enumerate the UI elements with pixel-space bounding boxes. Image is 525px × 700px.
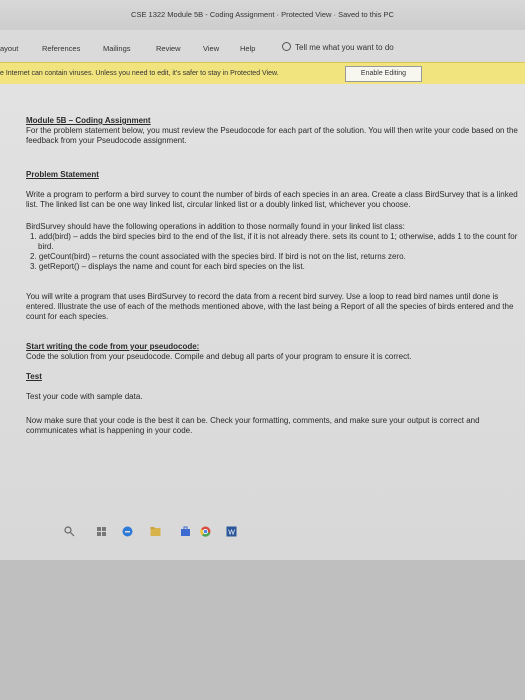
document-title: Module 5B – Coding Assignment bbox=[26, 116, 151, 125]
file-explorer-icon[interactable] bbox=[150, 526, 161, 537]
edge-icon[interactable] bbox=[122, 526, 133, 537]
svg-text:W: W bbox=[228, 529, 235, 537]
window-title-bar bbox=[0, 0, 525, 30]
enable-editing-button[interactable]: Enable Editing bbox=[345, 66, 422, 82]
ribbon-tabs bbox=[0, 30, 525, 62]
tab-references[interactable]: References bbox=[42, 44, 81, 53]
operations-intro: BirdSurvey should have the following operations in addition to those normally found in your linked list class: bbox=[26, 222, 405, 231]
start-heading: Start writing the code from your pseudocode: bbox=[26, 342, 200, 351]
search-icon[interactable] bbox=[64, 526, 75, 537]
protected-view-bar bbox=[0, 62, 525, 86]
document-page bbox=[0, 84, 525, 560]
intro-paragraph: For the problem statement below, you must review the Pseudocode for each part of the solution. You will then write your code based on the feedback from your Pseudocode assignment. bbox=[26, 126, 518, 145]
tell-me-text: Tell me what you want to do bbox=[295, 43, 394, 52]
operation-item: 1. add(bird) – adds the bird species bird to the end of the list, if it is not already there. sets its count to 1; otherwise, adds 1 to the count for bird. bbox=[30, 232, 518, 251]
problem-paragraph-2: You will write a program that uses BirdSurvey to record the data from a recent bird survey. Use a loop to read bird names until done is entered. Illustrate the use of each of the methods mentioned above, with the last being a Report of all the species of birds entered and the count for each species. bbox=[26, 292, 514, 321]
tab-mailings[interactable]: Mailings bbox=[103, 44, 131, 53]
protected-view-message: e Internet can contain viruses. Unless you need to edit, it's safer to stay in Protected View. bbox=[0, 70, 279, 77]
operation-item: 2. getCount(bird) – returns the count associated with the species bird. If bird is not on the list, returns zero. bbox=[30, 252, 406, 261]
problem-heading: Problem Statement bbox=[26, 170, 99, 179]
start-paragraph: Code the solution from your pseudocode. Compile and debug all parts of your program to ensure it is correct. bbox=[26, 352, 412, 361]
tab-view[interactable]: View bbox=[203, 44, 220, 53]
tab-help[interactable]: Help bbox=[240, 44, 256, 53]
document-content bbox=[26, 116, 522, 436]
task-view-icon[interactable] bbox=[96, 526, 107, 537]
test-heading: Test bbox=[26, 372, 42, 381]
store-icon[interactable] bbox=[180, 526, 191, 537]
window-title: CSE 1322 Module 5B - Coding Assignment · Protected View · Saved to this PC bbox=[131, 10, 394, 19]
final-paragraph: Now make sure that your code is the best it can be. Check your formatting, comments, and make sure your output is correct and communicates what is happening in your code. bbox=[26, 416, 480, 435]
tell-me-box[interactable] bbox=[282, 42, 394, 52]
word-icon[interactable] bbox=[226, 526, 237, 537]
lightbulb-icon bbox=[282, 42, 291, 51]
test-paragraph: Test your code with sample data. bbox=[26, 392, 143, 401]
operation-item: 3. getReport() – displays the name and count for each bird species on the list. bbox=[30, 262, 305, 271]
tab-review[interactable]: Review bbox=[156, 44, 181, 53]
taskbar bbox=[0, 522, 300, 542]
desk-surface bbox=[0, 560, 525, 700]
problem-paragraph-1: Write a program to perform a bird survey to count the number of birds of each species in an area. Create a class BirdSurvey that is a linked list. The linked list can be one way linked list, circular linked list or a doubly linked list, whichever you choose. bbox=[26, 190, 518, 209]
chrome-icon[interactable] bbox=[200, 526, 211, 537]
tab-layout[interactable]: ayout bbox=[0, 44, 19, 53]
